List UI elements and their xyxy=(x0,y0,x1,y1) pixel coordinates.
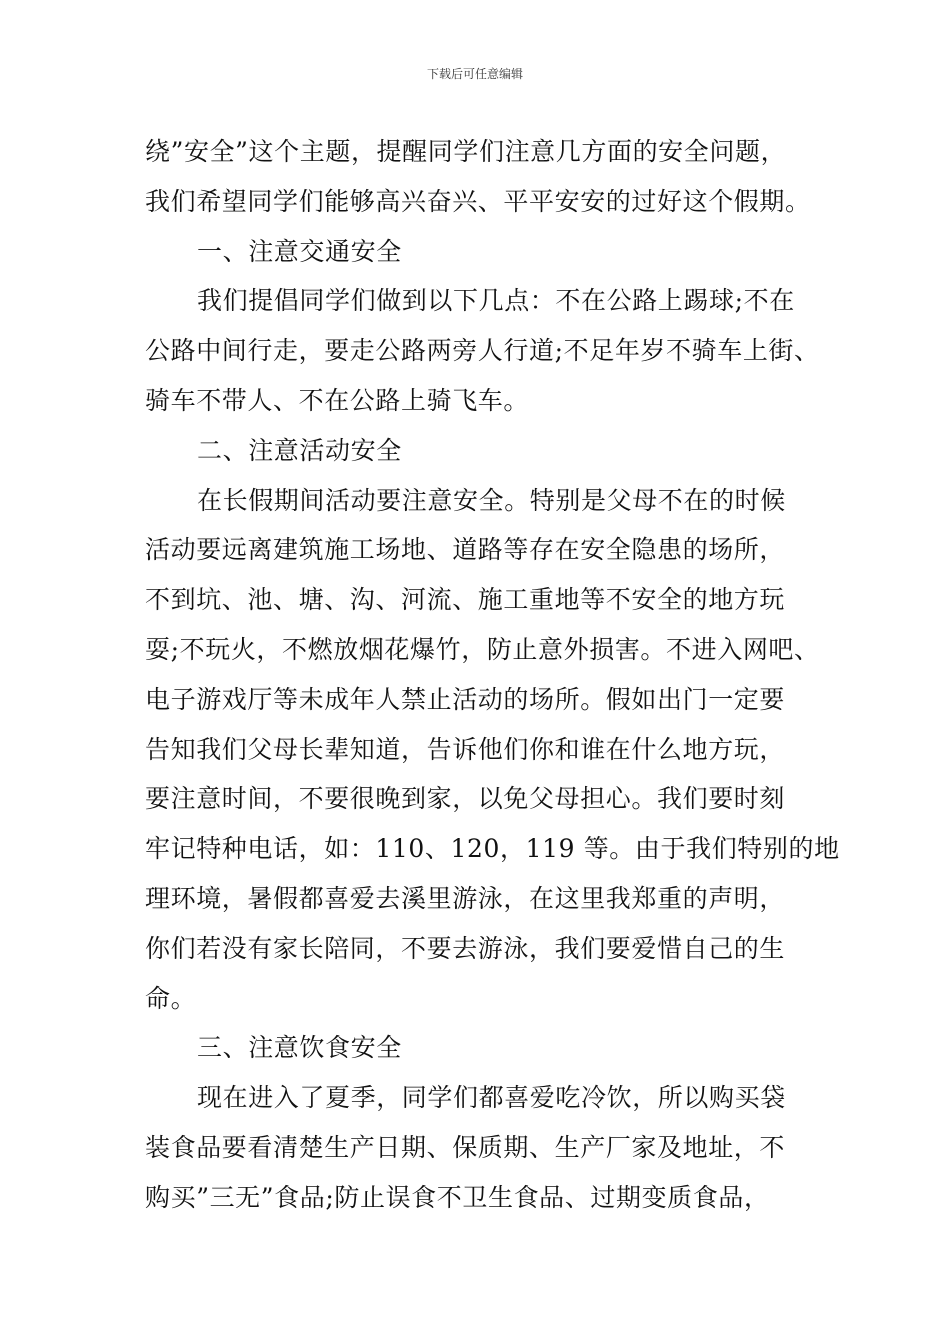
body-line: 要注意时间，不要很晚到家，以免父母担心。我们要时刻 xyxy=(145,784,786,814)
body-line: 命。 xyxy=(145,983,197,1013)
body-line: 牢记特种电话，如：110、120，119 等。由于我们特别的地 xyxy=(145,834,840,864)
body-line: 你们若没有家长陪同，不要去游泳，我们要爱惜自己的生 xyxy=(145,933,786,963)
body-line: 我们希望同学们能够高兴奋兴、平平安安的过好这个假期。 xyxy=(145,186,811,216)
section-heading-food: 三、注意饮食安全 xyxy=(197,1033,402,1063)
body-line: 骑车不带人、不在公路上骑飞车。 xyxy=(145,385,530,415)
section-heading-traffic: 一、注意交通安全 xyxy=(197,236,402,266)
body-line: 告知我们父母长辈知道，告诉他们你和谁在什么地方玩， xyxy=(145,734,786,764)
section-heading-activity: 二、注意活动安全 xyxy=(197,435,402,465)
body-line: 公路中间行走，要走公路两旁人行道;不足年岁不骑车上街、 xyxy=(145,336,820,366)
page-header: 下载后可任意编辑 xyxy=(426,67,523,81)
document-body xyxy=(145,127,840,1223)
body-line: 绕”安全”这个主题，提醒同学们注意几方面的安全问题， xyxy=(145,137,787,166)
body-line: 在长假期间活动要注意安全。特别是父母不在的时候 xyxy=(197,485,786,515)
body-line: 理环境，暑假都喜爱去溪里游泳，在这里我郑重的声明， xyxy=(145,883,786,913)
body-line: 耍;不玩火，不燃放烟花爆竹，防止意外损害。不进入网吧、 xyxy=(145,634,820,664)
body-line: 现在进入了夏季，同学们都喜爱吃冷饮，所以购买袋 xyxy=(197,1083,786,1113)
body-line: 电子游戏厅等未成年人禁止活动的场所。假如出门一定要 xyxy=(145,684,786,714)
body-line: 装食品要看清楚生产日期、保质期、生产厂家及地址，不 xyxy=(145,1132,786,1162)
body-line: 购买”三无”食品;防止误食不卫生食品、过期变质食品， xyxy=(145,1182,770,1212)
body-line: 活动要远离建筑施工场地、道路等存在安全隐患的场所， xyxy=(145,535,786,565)
body-line: 不到坑、池、塘、沟、河流、施工重地等不安全的地方玩 xyxy=(145,585,786,615)
body-line: 我们提倡同学们做到以下几点：不在公路上踢球;不在 xyxy=(197,286,795,316)
